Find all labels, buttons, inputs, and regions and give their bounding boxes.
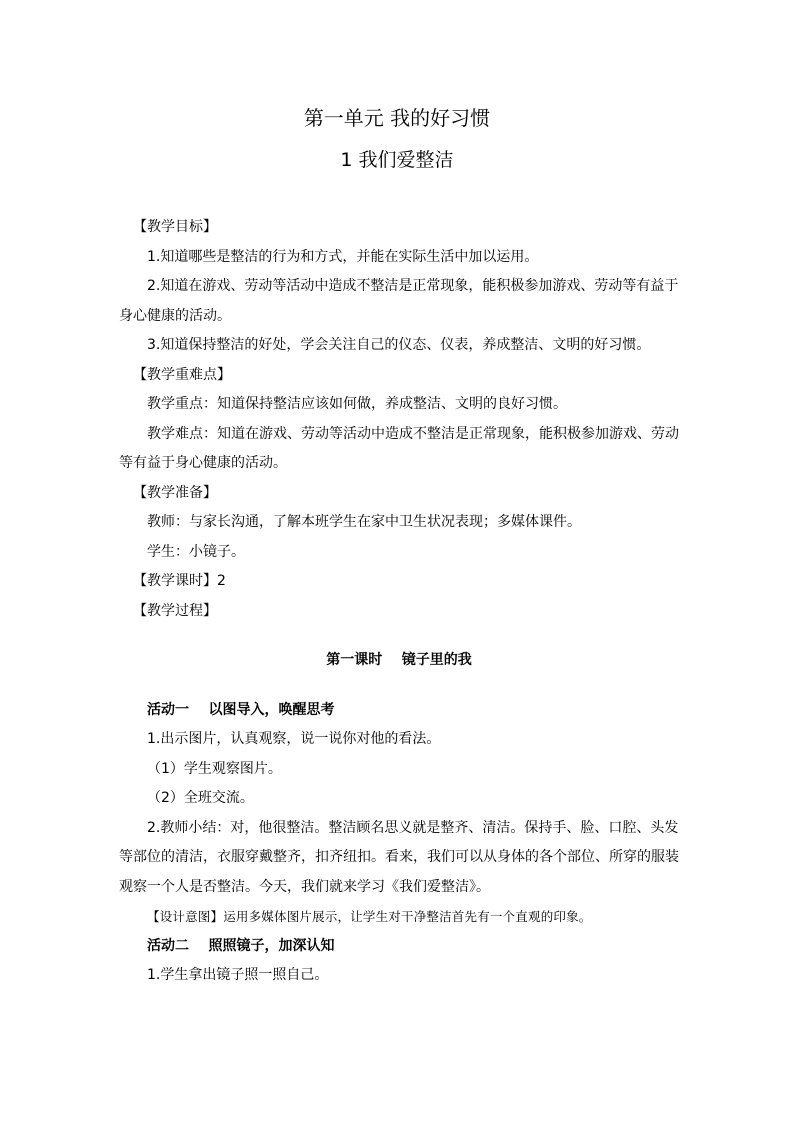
preparation-heading: 【教学准备】	[133, 484, 217, 501]
lesson-title: 1 我们爱整洁	[340, 149, 454, 171]
activity-1-item-1: 1.出示图片，认真观察，说一说你对他的看法。	[147, 731, 441, 747]
prep-student: 学生：小镜子。	[147, 543, 245, 560]
goal-item-2: 2.知道在游戏、劳动等活动中造成不整洁是正常现象，能积极参加游戏、劳动等有益于身心健康的活动。	[119, 278, 679, 324]
process-heading: 【教学过程】	[133, 602, 217, 619]
period-title: 第一课时 镜子里的我	[326, 652, 472, 668]
difficult-point: 教学难点：知道在游戏、劳动等活动中造成不整洁是正常现象，能积极参加游戏、劳动等有益于身心健康的活动。	[119, 425, 679, 471]
goal-item-1: 1.知道哪些是整洁的行为和方式，并能在实际生活中加以运用。	[147, 248, 539, 265]
activity-1-item-2: （1）学生观察图片。	[147, 760, 282, 777]
key-points-heading: 【教学重难点】	[133, 366, 231, 383]
goal-item-3: 3.知道保持整洁的好处，学会关注自己的仪态、仪表，养成整洁、文明的好习惯。	[147, 337, 651, 353]
activity-2-item-1: 1.学生拿出镜子照一照自己。	[147, 967, 329, 983]
activity-1-item-3: （2）全班交流。	[147, 790, 254, 806]
key-point: 教学重点：知道保持整洁应该如何做，养成整洁、文明的良好习惯。	[147, 396, 567, 412]
goals-heading: 【教学目标】	[133, 219, 217, 235]
activity-2-title: 活动二 照照镜子，加深认知	[147, 937, 335, 954]
activity-1-title: 活动一 以图导入，唤醒思考	[147, 701, 335, 718]
class-hours: 【教学课时】2	[133, 573, 226, 589]
design-note: 【设计意图】运用多媒体图片展示，让学生对干净整洁首先有一个直观的印象。	[147, 909, 592, 924]
activity-1-item-4: 2.教师小结：对，他很整洁。整洁顾名思义就是整齐、清洁。保持手、脸、口腔、头发等部位的清洁，衣服穿戴整齐，扣齐纽扣。看来，我们可以从身体的各个部位、所穿的服装观察一个人是否整洁。今天，我们就来学习《我们爱整洁》。	[119, 819, 679, 895]
document-body	[119, 213, 679, 991]
prep-teacher: 教师：与家长沟通，了解本班学生在家中卫生状况表现；多媒体课件。	[147, 514, 581, 530]
unit-title: 第一单元 我的好习惯	[303, 106, 491, 130]
